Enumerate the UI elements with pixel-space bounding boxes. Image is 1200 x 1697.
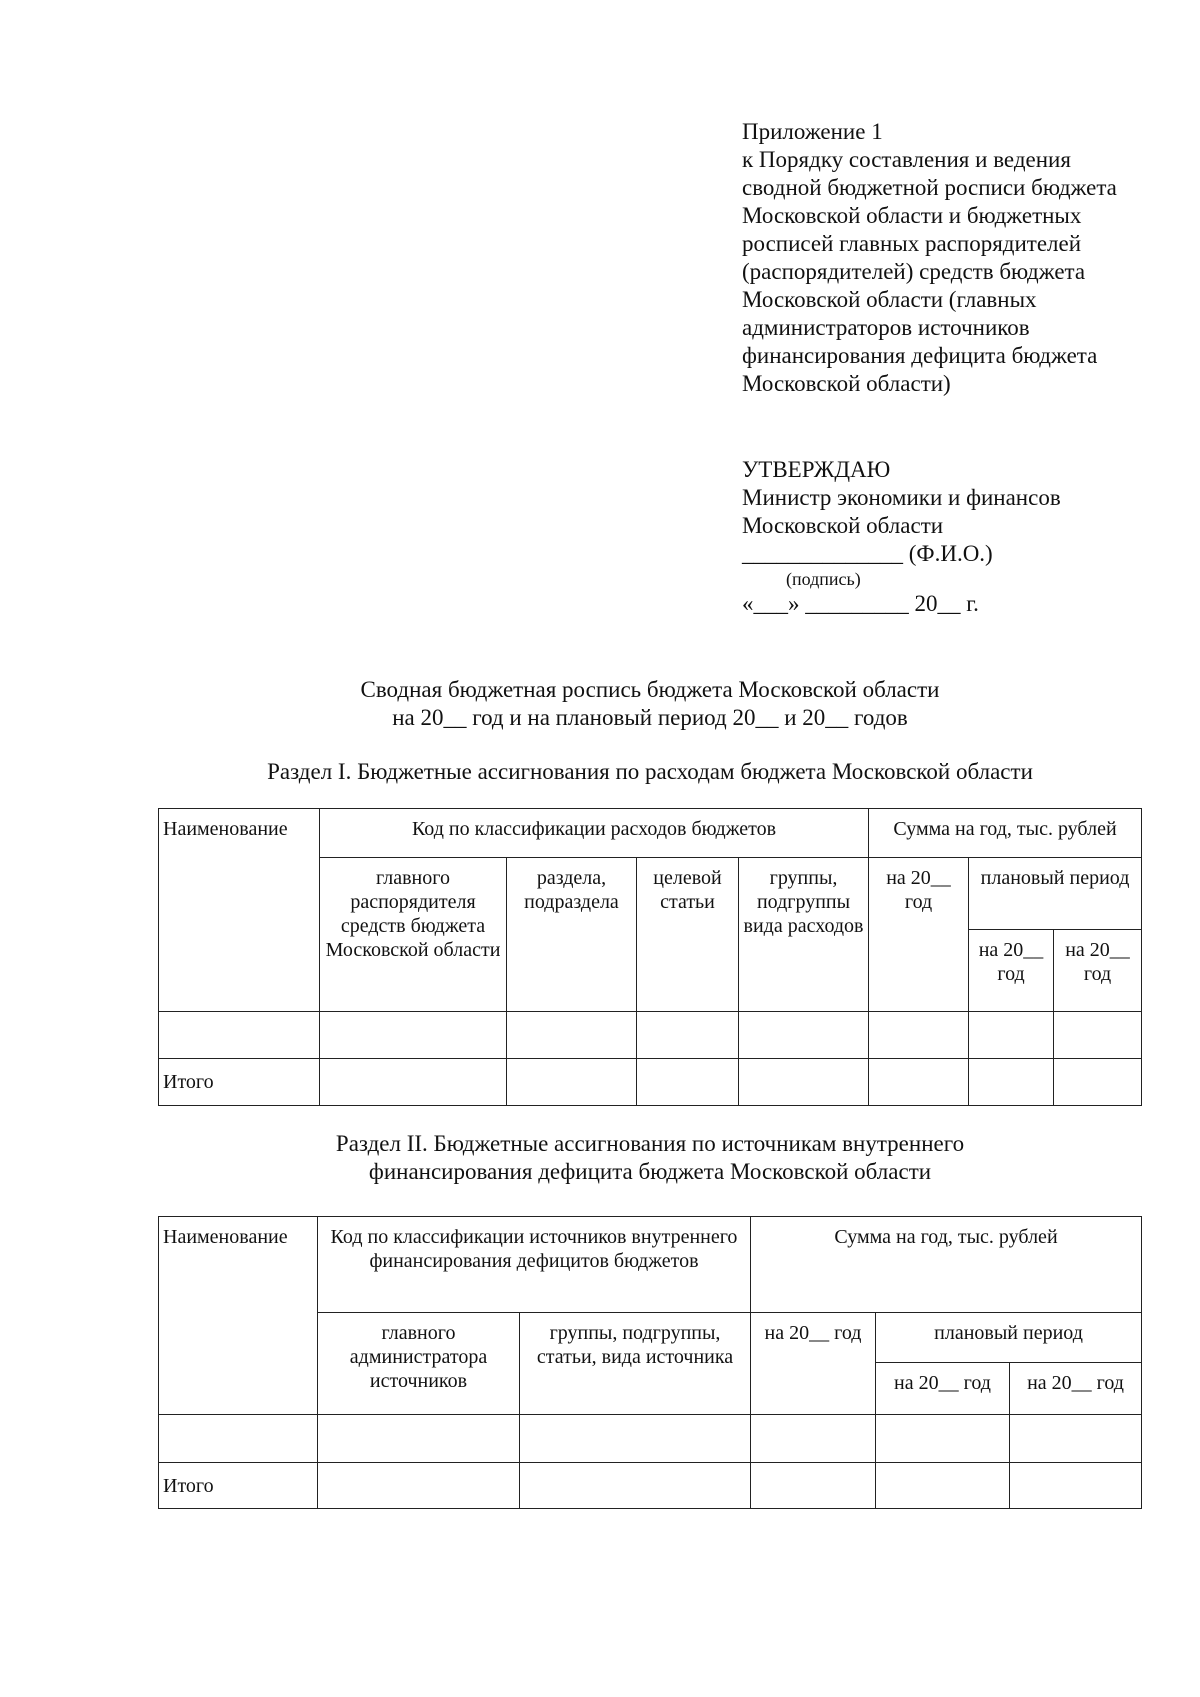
s1-total-label: Итого xyxy=(159,1059,320,1106)
approval-block xyxy=(742,456,1172,618)
total-row xyxy=(159,1059,1142,1106)
s1-header-sum: Сумма на год, тыс. рублей xyxy=(869,809,1142,858)
table-cell[interactable] xyxy=(869,1012,969,1059)
table-cell[interactable] xyxy=(876,1415,1010,1463)
table-row xyxy=(159,1012,1142,1059)
s2-header-plan-year1: на 20__ год xyxy=(876,1363,1010,1415)
document-title xyxy=(0,676,1200,732)
appendix-line: администраторов источников xyxy=(742,315,1030,340)
table-cell[interactable] xyxy=(507,1012,637,1059)
table-cell[interactable] xyxy=(318,1415,520,1463)
s2-header-main-admin: главного администратора источников xyxy=(318,1313,520,1415)
table-cell[interactable] xyxy=(969,1012,1054,1059)
table-cell[interactable] xyxy=(637,1059,739,1106)
appendix-line: (распорядителей) средств бюджета xyxy=(742,259,1086,284)
table-cell[interactable] xyxy=(520,1415,751,1463)
section2-title-line1: Раздел II. Бюджетные ассигнования по источникам внутреннего xyxy=(335,1131,965,1156)
section1-table xyxy=(158,808,1142,1106)
section2-title xyxy=(0,1130,1200,1186)
s1-header-main-manager: главного распорядителя средств бюджета Московской области xyxy=(320,858,507,1012)
section1-title: Раздел I. Бюджетные ассигнования по расходам бюджета Московской области xyxy=(267,759,1033,784)
appendix-line: Московской области (главных xyxy=(742,287,1037,312)
s2-header-name: Наименование xyxy=(159,1217,318,1415)
approval-position-line2: Московской области xyxy=(742,513,944,538)
table-cell[interactable] xyxy=(507,1059,637,1106)
table-cell[interactable] xyxy=(320,1059,507,1106)
approval-position-line1: Министр экономики и финансов xyxy=(742,485,1061,510)
s1-header-code: Код по классификации расходов бюджетов xyxy=(320,809,869,858)
appendix-line: Приложение 1 xyxy=(742,119,883,144)
approval-heading: УТВЕРЖДАЮ xyxy=(742,457,891,482)
document-title-line2: на 20__ год и на плановый период 20__ и 20__ годов xyxy=(392,705,908,730)
section2-table xyxy=(158,1216,1142,1509)
s2-total-label: Итого xyxy=(159,1463,318,1509)
table-cell[interactable] xyxy=(159,1012,320,1059)
table-cell[interactable] xyxy=(1054,1012,1142,1059)
appendix-block xyxy=(742,118,1172,398)
table-row xyxy=(159,1415,1142,1463)
table-cell[interactable] xyxy=(751,1463,876,1509)
appendix-line: к Порядку составления и ведения xyxy=(742,147,1071,172)
table-cell[interactable] xyxy=(969,1059,1054,1106)
s1-header-group: группы, подгруппы вида расходов xyxy=(739,858,869,1012)
s1-header-target: целевой статьи xyxy=(637,858,739,1012)
table-cell[interactable] xyxy=(869,1059,969,1106)
appendix-line: Московской области и бюджетных xyxy=(742,203,1082,228)
table-cell[interactable] xyxy=(1054,1059,1142,1106)
table-cell[interactable] xyxy=(320,1012,507,1059)
table-cell[interactable] xyxy=(1010,1463,1142,1509)
document-title-line1: Сводная бюджетная роспись бюджета Московской области xyxy=(360,677,940,702)
s2-header-plan-year2: на 20__ год xyxy=(1010,1363,1142,1415)
s1-header-name: Наименование xyxy=(159,809,320,1012)
appendix-line: сводной бюджетной росписи бюджета xyxy=(742,175,1117,200)
total-row xyxy=(159,1463,1142,1509)
s1-header-section: раздела, подраздела xyxy=(507,858,637,1012)
s1-header-plan-year2: на 20__ год xyxy=(1054,930,1142,1012)
s1-header-year: на 20__ год xyxy=(869,858,969,1012)
s1-header-plan-year1: на 20__ год xyxy=(969,930,1054,1012)
signature-caption: (подпись) xyxy=(786,569,861,589)
appendix-line: росписей главных распорядителей xyxy=(742,231,1082,256)
section2-title-line2: финансирования дефицита бюджета Московской области xyxy=(368,1159,932,1184)
s1-header-plan-period: плановый период xyxy=(969,858,1142,930)
table-cell[interactable] xyxy=(739,1059,869,1106)
table-cell[interactable] xyxy=(520,1463,751,1509)
s2-header-code: Код по классификации источников внутреннего финансирования дефицитов бюджетов xyxy=(318,1217,751,1313)
appendix-line: финансирования дефицита бюджета xyxy=(742,343,1098,368)
table-cell[interactable] xyxy=(1010,1415,1142,1463)
appendix-line: Московской области) xyxy=(742,371,951,396)
s2-header-group: группы, подгруппы, статьи, вида источника xyxy=(520,1313,751,1415)
date-line[interactable]: «___» _________ 20__ г. xyxy=(742,591,979,616)
s2-header-year: на 20__ год xyxy=(751,1313,876,1415)
table-cell[interactable] xyxy=(876,1463,1010,1509)
signature-line[interactable]: ______________ (Ф.И.О.) xyxy=(742,541,993,566)
s2-header-plan-period: плановый период xyxy=(876,1313,1142,1363)
table-cell[interactable] xyxy=(637,1012,739,1059)
table-cell[interactable] xyxy=(739,1012,869,1059)
table-cell[interactable] xyxy=(318,1463,520,1509)
table-cell[interactable] xyxy=(159,1415,318,1463)
table-cell[interactable] xyxy=(751,1415,876,1463)
s2-header-sum: Сумма на год, тыс. рублей xyxy=(751,1217,1142,1313)
